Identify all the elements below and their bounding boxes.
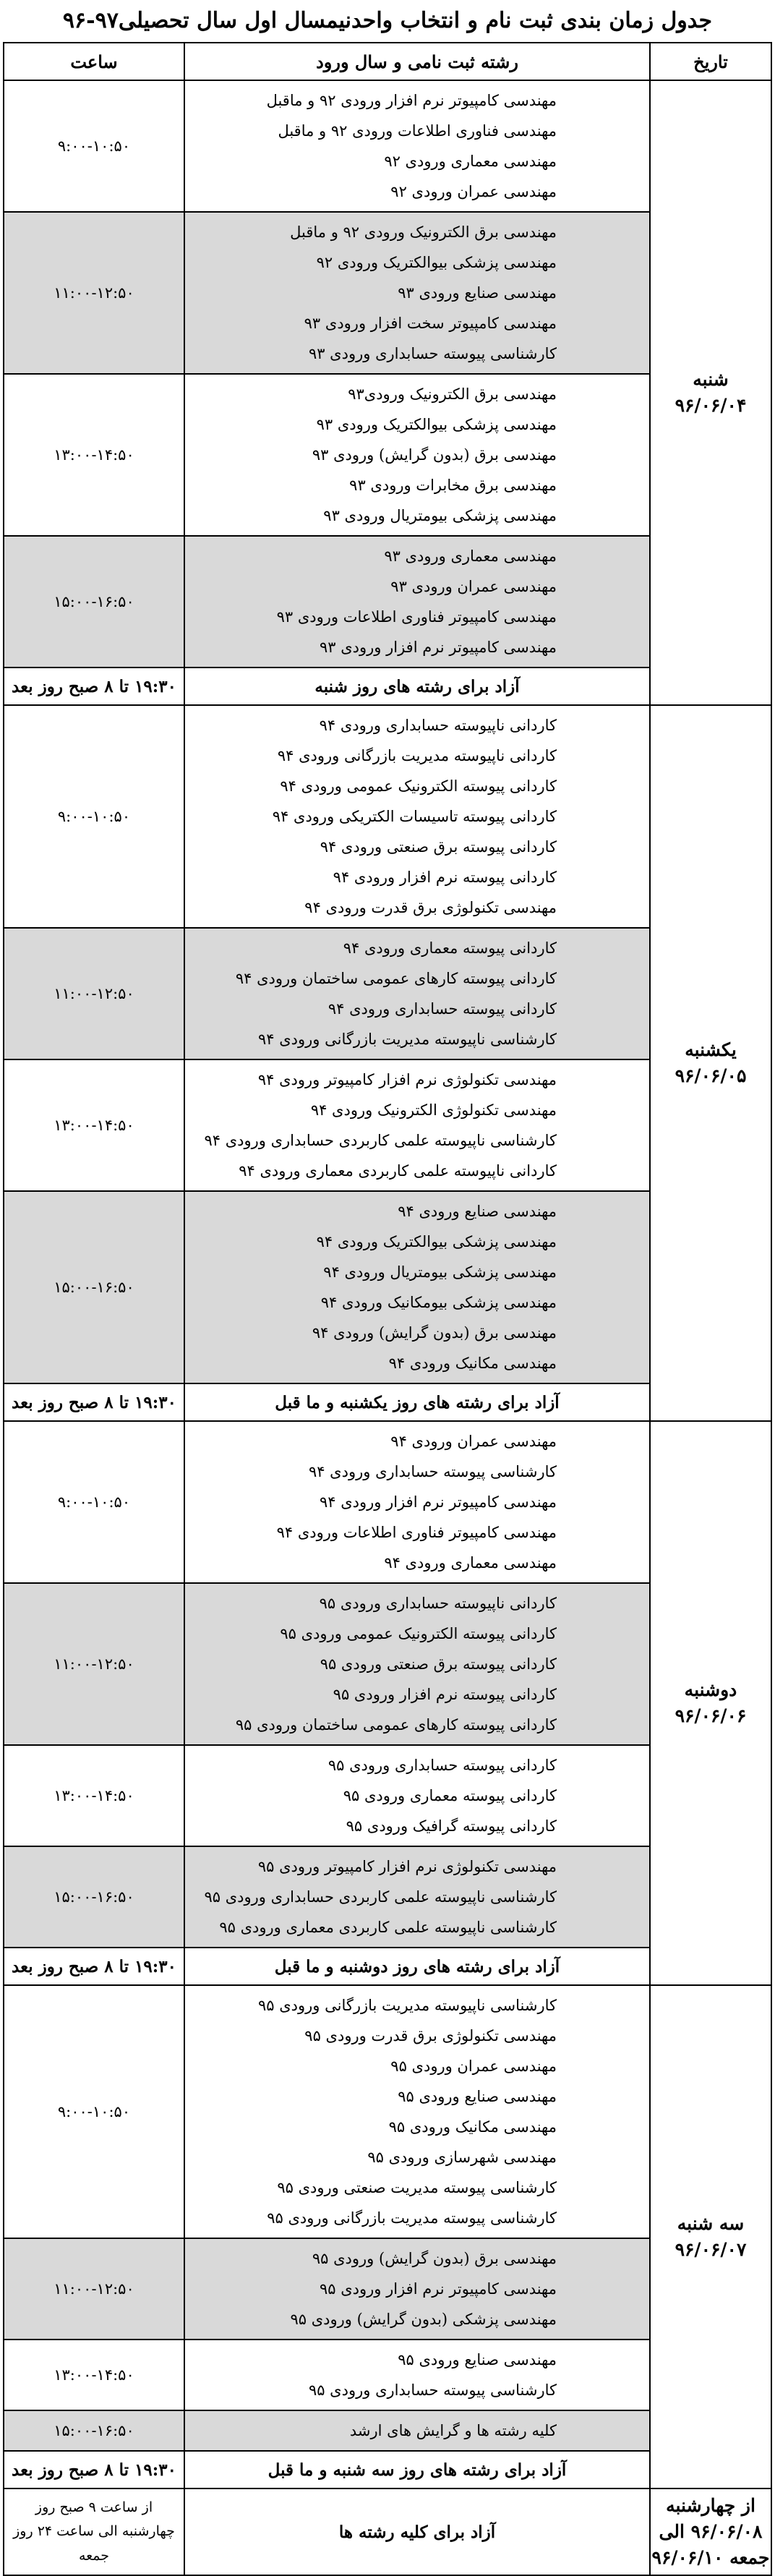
major-item: کارشناسی پیوسته حسابداری ورودی ۹۳ bbox=[308, 345, 557, 362]
major-item: مهندسی معماری ورودی ۹۲ bbox=[384, 153, 557, 170]
date-cell bbox=[650, 80, 771, 705]
final-label: آزاد برای کلیه رشته ها bbox=[184, 2488, 650, 2575]
major-item: مهندسی پزشکی بیومتریال ورودی ۹۴ bbox=[323, 1263, 557, 1281]
major-item: مهندسی تکنولوژی برق قدرت ورودی ۹۴ bbox=[304, 899, 557, 916]
page-title: جدول زمان بندی ثبت نام و انتخاب واحدنیمسال اول سال تحصیلی۹۷-۹۶ bbox=[62, 8, 713, 33]
final-time-cell bbox=[4, 2488, 184, 2575]
major-cell bbox=[184, 1745, 650, 1846]
header-row bbox=[4, 43, 771, 80]
major-cell bbox=[184, 1191, 650, 1383]
major-item: کارشناسی ناپیوسته علمی کاربردی معماری ورودی ۹۵ bbox=[219, 1919, 557, 1936]
major-item: کاردانی پیوسته گرافیک ورودی ۹۵ bbox=[346, 1817, 557, 1835]
major-item: کاردانی ناپیوسته حسابداری ورودی ۹۵ bbox=[319, 1595, 557, 1612]
time-cell: ۱۱:۰۰-۱۲:۵۰ bbox=[4, 1583, 184, 1745]
major-cell bbox=[184, 2410, 650, 2451]
major-item: کاردانی پیوسته نرم افزار ورودی ۹۵ bbox=[333, 1686, 557, 1703]
major-item: مهندسی پزشکی بیومتریال ورودی ۹۳ bbox=[323, 507, 557, 524]
major-item: مهندسی برق الکترونیک ورودی ۹۲ و ماقبل bbox=[290, 223, 557, 241]
major-cell bbox=[184, 928, 650, 1059]
major-item: مهندسی عمران ورودی ۹۳ bbox=[390, 578, 557, 595]
major-cell bbox=[184, 1059, 650, 1191]
major-item: کارشناسی پیوسته مدیریت صنعتی ورودی ۹۵ bbox=[277, 2179, 557, 2196]
major-item: مهندسی صنایع ورودی ۹۵ bbox=[398, 2351, 557, 2368]
time-cell: ۹:۰۰-۱۰:۵۰ bbox=[4, 80, 184, 212]
major-item: مهندسی کامپیوتر سخت افزار ورودی ۹۳ bbox=[304, 315, 557, 332]
schedule-table bbox=[3, 42, 772, 2576]
major-item: کاردانی پیوسته برق صنعتی ورودی ۹۵ bbox=[320, 1655, 557, 1673]
major-item: مهندسی برق (بدون گرایش) ورودی ۹۴ bbox=[312, 1324, 557, 1342]
major-item: کاردانی پیوسته نرم افزار ورودی ۹۴ bbox=[333, 869, 557, 886]
major-item: مهندسی پزشکی بیوالکتریک ورودی ۹۳ bbox=[316, 416, 557, 433]
major-item: مهندسی معماری ورودی ۹۴ bbox=[384, 1554, 557, 1571]
day-date: ۹۶/۰۶/۰۴ bbox=[675, 395, 747, 416]
time-cell: ۱۳:۰۰-۱۴:۵۰ bbox=[4, 374, 184, 536]
major-cell bbox=[184, 1583, 650, 1745]
time-cell: ۱۳:۰۰-۱۴:۵۰ bbox=[4, 1745, 184, 1846]
final-row bbox=[4, 2488, 771, 2575]
major-item: کاردانی پیوسته برق صنعتی ورودی ۹۴ bbox=[320, 838, 557, 856]
time-cell: ۱۳:۰۰-۱۴:۵۰ bbox=[4, 2340, 184, 2410]
date-cell bbox=[650, 1985, 771, 2488]
date-cell bbox=[650, 705, 771, 1421]
header-major: رشته ثبت نامی و سال ورود bbox=[184, 43, 650, 80]
major-cell bbox=[184, 705, 650, 928]
major-item: کارشناسی ناپیوسته علمی کاربردی حسابداری ورودی ۹۴ bbox=[204, 1132, 557, 1149]
final-date-line: جمعه ۹۶/۰۶/۱۰ bbox=[651, 2547, 770, 2569]
major-item: کارشناسی پیوسته حسابداری ورودی ۹۵ bbox=[308, 2381, 557, 2399]
time-cell: ۱۳:۰۰-۱۴:۵۰ bbox=[4, 1059, 184, 1191]
time-cell: ۱۱:۰۰-۱۲:۵۰ bbox=[4, 2238, 184, 2340]
major-item: مهندسی شهرسازی ورودی ۹۵ bbox=[367, 2149, 557, 2166]
major-cell bbox=[184, 536, 650, 668]
time-cell: ۱۵:۰۰-۱۶:۵۰ bbox=[4, 2410, 184, 2451]
day-date: ۹۶/۰۶/۰۵ bbox=[675, 1065, 747, 1086]
free-time: ۱۹:۳۰ تا ۸ صبح روز بعد bbox=[4, 1948, 184, 1985]
date-cell bbox=[650, 1421, 771, 1985]
major-item: مهندسی تکنولوژی نرم افزار کامپیوتر ورودی ۹۵ bbox=[257, 1858, 557, 1875]
major-item: کارشناسی ناپیوسته مدیریت بازرگانی ورودی ۹۵ bbox=[257, 1997, 557, 2014]
major-item: کاردانی پیوسته الکترونیک عمومی ورودی ۹۵ bbox=[280, 1625, 557, 1642]
final-date-line: از چهارشنبه bbox=[666, 2494, 755, 2516]
major-cell bbox=[184, 80, 650, 212]
day-date: ۹۶/۰۶/۰۶ bbox=[675, 1705, 747, 1726]
free-label: آزاد برای رشته های روز شنبه bbox=[184, 668, 650, 705]
final-time-line: جمعه bbox=[78, 2547, 110, 2564]
major-item: مهندسی برق (بدون گرایش) ورودی ۹۵ bbox=[312, 2250, 557, 2267]
major-item: مهندسی پزشکی بیوالکتریک ورودی ۹۴ bbox=[316, 1233, 557, 1250]
major-cell bbox=[184, 212, 650, 374]
schedule-body bbox=[4, 80, 771, 2575]
major-item: کارشناسی پیوسته مدیریت بازرگانی ورودی ۹۵ bbox=[267, 2209, 557, 2227]
major-item: مهندسی تکنولوژی برق قدرت ورودی ۹۵ bbox=[304, 2027, 557, 2044]
major-item: مهندسی فناوری اطلاعات ورودی ۹۲ و ماقبل bbox=[278, 122, 557, 140]
free-label: آزاد برای رشته های روز سه شنبه و ما قبل bbox=[184, 2451, 650, 2488]
time-cell: ۹:۰۰-۱۰:۵۰ bbox=[4, 1985, 184, 2238]
free-time: ۱۹:۳۰ تا ۸ صبح روز بعد bbox=[4, 1383, 184, 1421]
major-item: کاردانی ناپیوسته مدیریت بازرگانی ورودی ۹۴ bbox=[277, 747, 557, 764]
day-name: شنبه bbox=[693, 368, 729, 390]
major-item: کاردانی پیوسته معماری ورودی ۹۵ bbox=[343, 1787, 557, 1804]
major-item: کارشناسی پیوسته حسابداری ورودی ۹۴ bbox=[308, 1463, 557, 1480]
time-cell: ۹:۰۰-۱۰:۵۰ bbox=[4, 1421, 184, 1583]
major-cell bbox=[184, 2238, 650, 2340]
major-item: کلیه رشته ها و گرایش های ارشد bbox=[349, 2422, 557, 2439]
final-date-cell bbox=[650, 2488, 771, 2575]
major-item: مهندسی کامپیوتر نرم افزار ورودی ۹۴ bbox=[319, 1493, 557, 1511]
day-name: سه شنبه bbox=[677, 2212, 745, 2234]
time-cell: ۱۵:۰۰-۱۶:۵۰ bbox=[4, 536, 184, 668]
day-name: دوشنبه bbox=[684, 1679, 737, 1700]
major-item: کاردانی پیوسته معماری ورودی ۹۴ bbox=[343, 939, 557, 957]
major-cell bbox=[184, 1846, 650, 1948]
slot-row bbox=[4, 1985, 771, 2238]
major-item: کاردانی پیوسته کارهای عمومی ساختمان ورودی ۹۵ bbox=[235, 1716, 557, 1733]
major-item: مهندسی عمران ورودی ۹۵ bbox=[390, 2057, 557, 2075]
major-item: کاردانی پیوسته کارهای عمومی ساختمان ورودی ۹۴ bbox=[235, 970, 557, 987]
major-item: کاردانی پیوسته حسابداری ورودی ۹۴ bbox=[327, 1000, 557, 1018]
final-time-line: از ساعت ۹ صبح روز bbox=[35, 2499, 153, 2516]
slot-row bbox=[4, 705, 771, 928]
day-name: یکشنبه bbox=[685, 1038, 737, 1060]
day-date: ۹۶/۰۶/۰۷ bbox=[675, 2239, 747, 2260]
major-item: کارشناسی ناپیوسته مدیریت بازرگانی ورودی ۹۴ bbox=[257, 1031, 557, 1048]
final-time-line: چهارشنبه الی ساعت ۲۴ روز bbox=[13, 2523, 175, 2540]
final-date-line: ۹۶/۰۶/۰۸ الی bbox=[659, 2520, 763, 2542]
major-item: مهندسی مکانیک ورودی ۹۴ bbox=[388, 1355, 557, 1372]
major-item: مهندسی برق (بدون گرایش) ورودی ۹۳ bbox=[312, 446, 557, 464]
major-item: مهندسی پزشکی (بدون گرایش) ورودی ۹۵ bbox=[290, 2311, 557, 2328]
major-item: مهندسی کامپیوتر نرم افزار ورودی ۹۳ bbox=[319, 639, 557, 656]
major-item: کاردانی ناپیوسته علمی کاربردی معماری ورودی ۹۴ bbox=[239, 1162, 557, 1180]
free-label: آزاد برای رشته های روز دوشنبه و ما قبل bbox=[184, 1948, 650, 1985]
free-time: ۱۹:۳۰ تا ۸ صبح روز بعد bbox=[4, 668, 184, 705]
time-cell: ۹:۰۰-۱۰:۵۰ bbox=[4, 705, 184, 928]
major-item: مهندسی پزشکی بیومکانیک ورودی ۹۴ bbox=[320, 1294, 557, 1311]
major-item: مهندسی کامپیوتر نرم افزار ورودی ۹۵ bbox=[319, 2280, 557, 2298]
free-label: آزاد برای رشته های روز یکشنبه و ما قبل bbox=[184, 1383, 650, 1421]
major-item: مهندسی کامپیوتر فناوری اطلاعات ورودی ۹۳ bbox=[276, 608, 557, 626]
major-item: مهندسی تکنولوژی نرم افزار کامپیوتر ورودی ۹۴ bbox=[257, 1071, 557, 1088]
time-cell: ۱۱:۰۰-۱۲:۵۰ bbox=[4, 212, 184, 374]
major-item: کاردانی پیوسته الکترونیک عمومی ورودی ۹۴ bbox=[280, 777, 557, 795]
major-cell bbox=[184, 374, 650, 536]
major-item: مهندسی کامپیوتر نرم افزار ورودی ۹۲ و ماقبل bbox=[266, 92, 557, 109]
header-date: تاریخ bbox=[650, 43, 771, 80]
major-item: مهندسی تکنولوژی الکترونیک ورودی ۹۴ bbox=[310, 1101, 557, 1119]
major-cell bbox=[184, 1985, 650, 2238]
major-cell bbox=[184, 1421, 650, 1583]
time-cell: ۱۱:۰۰-۱۲:۵۰ bbox=[4, 928, 184, 1059]
major-item: کاردانی پیوسته حسابداری ورودی ۹۵ bbox=[327, 1757, 557, 1774]
major-item: مهندسی مکانیک ورودی ۹۵ bbox=[388, 2118, 557, 2136]
major-item: کاردانی پیوسته تاسیسات الکتریکی ورودی ۹۴ bbox=[272, 808, 557, 825]
header-time: ساعت bbox=[4, 43, 184, 80]
major-item: مهندسی کامپیوتر فناوری اطلاعات ورودی ۹۴ bbox=[276, 1524, 557, 1541]
major-item: مهندسی برق الکترونیک ورودی۹۳ bbox=[348, 385, 557, 403]
major-item: مهندسی معماری ورودی ۹۳ bbox=[384, 547, 557, 565]
major-cell bbox=[184, 2340, 650, 2410]
major-item: مهندسی برق مخابرات ورودی ۹۳ bbox=[349, 477, 557, 494]
time-cell: ۱۵:۰۰-۱۶:۵۰ bbox=[4, 1846, 184, 1948]
major-item: مهندسی صنایع ورودی ۹۵ bbox=[398, 2088, 557, 2105]
time-cell: ۱۵:۰۰-۱۶:۵۰ bbox=[4, 1191, 184, 1383]
major-item: مهندسی عمران ورودی ۹۴ bbox=[390, 1433, 557, 1450]
major-item: مهندسی صنایع ورودی ۹۳ bbox=[398, 284, 557, 302]
major-item: مهندسی عمران ورودی ۹۲ bbox=[390, 183, 557, 200]
slot-row bbox=[4, 80, 771, 212]
major-item: مهندسی صنایع ورودی ۹۴ bbox=[398, 1203, 557, 1220]
major-item: مهندسی پزشکی بیوالکتریک ورودی ۹۲ bbox=[316, 254, 557, 271]
free-time: ۱۹:۳۰ تا ۸ صبح روز بعد bbox=[4, 2451, 184, 2488]
major-item: کارشناسی ناپیوسته علمی کاربردی حسابداری ورودی ۹۵ bbox=[204, 1888, 557, 1906]
slot-row bbox=[4, 1421, 771, 1583]
major-item: کاردانی ناپیوسته حسابداری ورودی ۹۴ bbox=[319, 717, 557, 734]
